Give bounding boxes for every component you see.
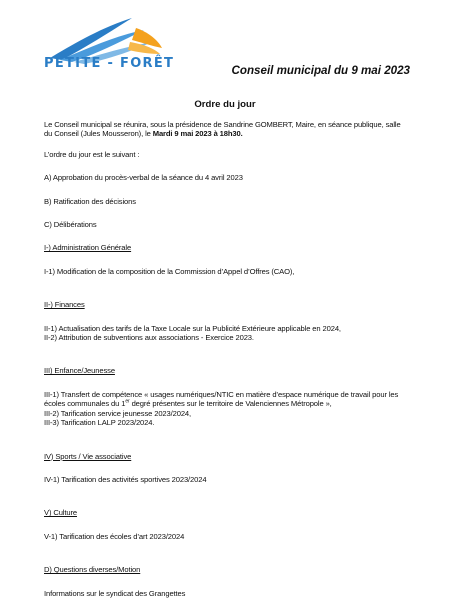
document-body	[44, 120, 410, 598]
item-b: B) Ratification des décisions	[44, 196, 136, 206]
item-a: A) Approbation du procès-verbal de la séance du 4 avril 2023	[44, 173, 243, 183]
admin-item-1: I-1) Modification de la composition de la Commission d’Appel d’Offres (CAO),	[44, 266, 295, 276]
heading-finances: II-) Finances	[44, 300, 85, 310]
finances-item-2: II-2) Attribution de subventions aux associations - Exercice 2023.	[44, 333, 254, 343]
logo-text: PETITE - FORÊT	[44, 56, 175, 71]
questions-item-1: Informations sur le syndicat des Grangettes	[44, 588, 186, 598]
enfance-item-3: III-3) Tarification LALP 2023/2024.	[44, 418, 155, 428]
intro-agenda-line: L’ordre du jour est le suivant :	[44, 149, 140, 159]
item-c: C) Délibérations	[44, 220, 97, 230]
heading-admin: I-) Administration Générale	[44, 243, 132, 253]
sports-item-1: IV-1) Tarification des activités sportives 2023/2024	[44, 474, 207, 484]
intro-text: Le Conseil municipal se réunira, sous la présidence de Sandrine GOMBERT, Maire, en séance publique, salle du Conseil (Jules Mousseron), le	[44, 120, 401, 139]
enfance-item-1	[44, 390, 410, 409]
heading-enfance: III) Enfance/Jeunesse	[44, 366, 115, 376]
heading-questions: D) Questions diverses/Motion	[44, 565, 141, 575]
enfance-item-1-sup: er	[125, 398, 130, 405]
finances-item-1: II-1) Actualisation des tarifs de la Taxe Locale sur la Publicité Extérieure applicable en 2024,	[44, 323, 341, 333]
intro-paragraph	[44, 120, 410, 139]
culture-item-1: V-1) Tarification des écoles d’art 2023/2024	[44, 531, 185, 541]
heading-culture: V) Culture	[44, 508, 77, 518]
heading-sports: IV) Sports / Vie associative	[44, 451, 132, 461]
section-title: Ordre du jour	[194, 99, 256, 110]
page-title: Conseil municipal du 9 mai 2023	[231, 64, 410, 77]
enfance-item-2: III-2) Tarification service jeunesse 2023/2024,	[44, 408, 192, 418]
meeting-date: Mardi 9 mai 2023 à 18h30.	[152, 129, 243, 139]
enfance-item-1-text-end: degré présentes sur le territoire de Valenciennes Métropole »,	[129, 399, 332, 409]
enfance-item-1-text: III-1) Transfert de compétence « usages numériques/NTIC en matière d’espace numérique de travail pour les écoles communales du 1	[44, 389, 399, 409]
